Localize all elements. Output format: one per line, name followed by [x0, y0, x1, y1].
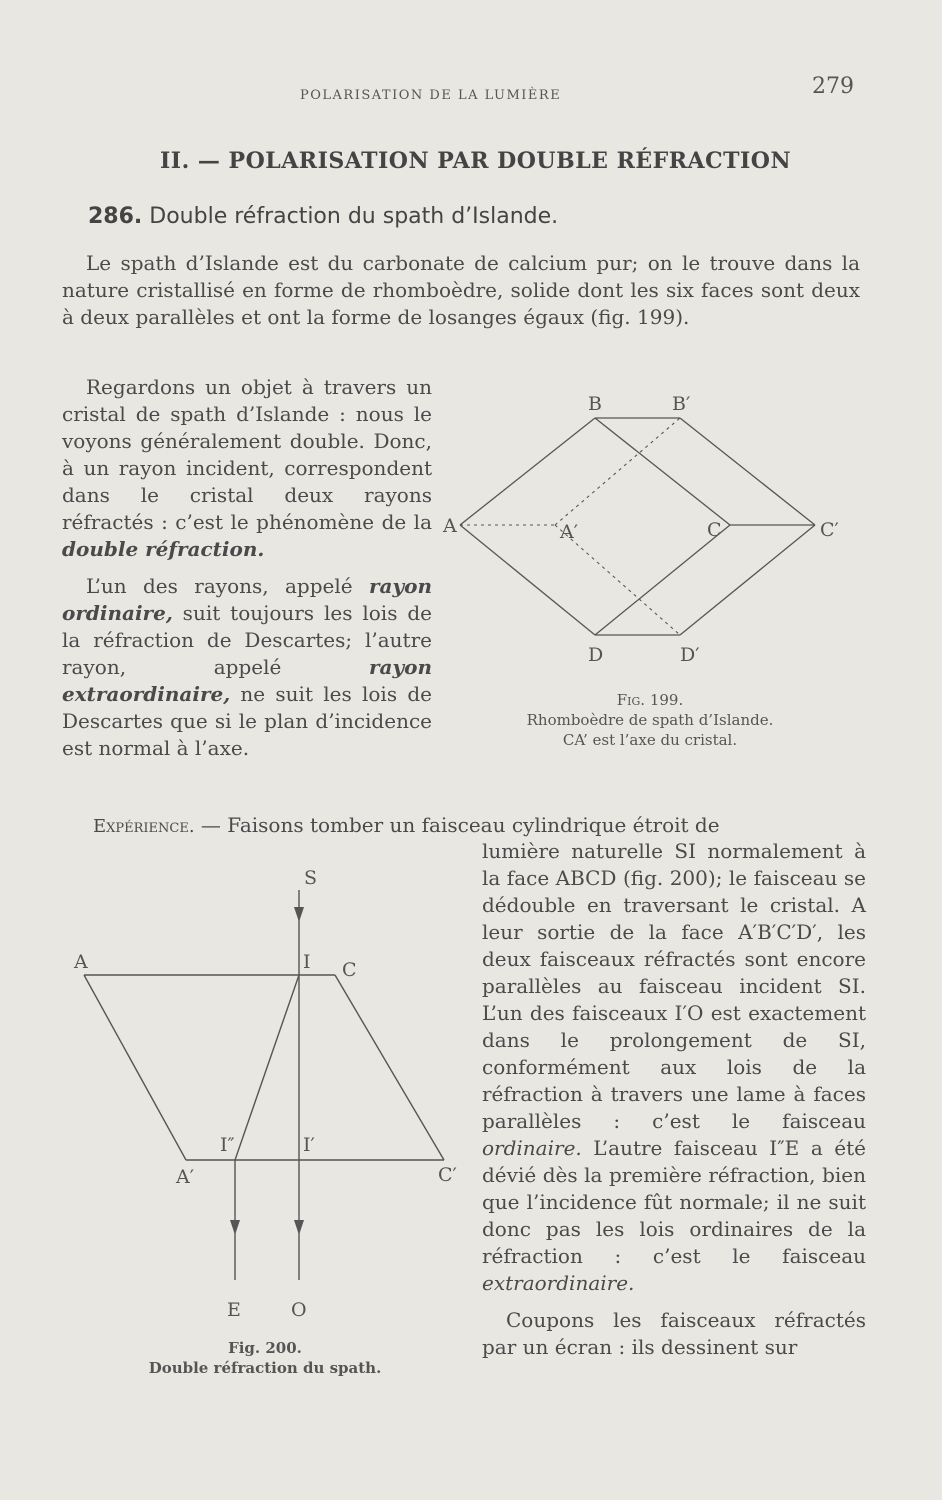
- fig200-label-S: S: [304, 867, 318, 889]
- fig200-label-C: C: [342, 959, 357, 981]
- fig200-label-I-prime: I′: [303, 1134, 315, 1156]
- left-p2-emphasis-ordinary: rayon ordinaire,: [62, 574, 432, 625]
- left-column-text: [62, 374, 432, 762]
- fig200-label-E: E: [227, 1299, 241, 1321]
- fig200-left-face: [84, 975, 186, 1160]
- intro-paragraph: [62, 250, 860, 331]
- fig199-label-C-prime: C′: [820, 519, 839, 541]
- fig199-caption-line-2: CA’ est l’axe du cristal.: [562, 731, 738, 749]
- experience-first-line-text: — Faisons tomber un faisceau cylindrique étroit de: [194, 813, 720, 837]
- left-p2-text-b: suit toujours les lois de la réfraction de Descartes; l’autre rayon, appelé: [62, 601, 432, 679]
- fig200-right-face: [335, 975, 444, 1160]
- last-paragraph: Coupons les faisceaux réfractés par un écran : ils dessinent sur: [482, 1308, 866, 1359]
- fig200-caption-text: Double réfraction du spath.: [148, 1359, 382, 1377]
- figure-200-caption: [90, 1338, 440, 1378]
- experience-emphasis-extraordinary: extraordinaire.: [482, 1271, 635, 1295]
- experience-text-2: L’autre faisceau I″E a été dévié dès la première réfraction, bien que l’incidence fût normale; il ne suit donc pas les lois ordinaires de la réfraction : c’est le faisceau: [482, 1136, 866, 1268]
- fig200-ray-I-I2: [235, 975, 299, 1160]
- fig200-label-A: A: [74, 951, 88, 973]
- fig200-arrow-incident: [294, 907, 304, 922]
- paragraph-heading: [88, 204, 558, 229]
- figure-200-diagram: [70, 860, 470, 1330]
- left-p1-text: Regardons un objet à travers un cristal de spath d’Islande : nous le voyons généralement double. Donc, à un rayon incident, correspondent dans le cristal deux rayons réfractés : c’est le phénomène de la: [62, 375, 432, 534]
- running-head: POLARISATION DE LA LUMIÈRE: [300, 88, 562, 103]
- fig199-edge-DC: [595, 525, 730, 635]
- figure-199-caption: [470, 690, 830, 750]
- experience-label: Expérience.: [93, 816, 195, 837]
- page-number: 279: [812, 74, 854, 99]
- left-paragraph-2: [62, 573, 432, 762]
- fig200-arrow-ordinary: [294, 1220, 304, 1235]
- fig199-edge-AB: [460, 418, 595, 525]
- fig199-edge-D2C2: [680, 525, 815, 635]
- left-p2-emphasis-extraordinary: rayon extraordinaire,: [62, 655, 432, 706]
- fig200-label-A-prime: A′: [176, 1166, 195, 1188]
- fig200-number: Fig. 200.: [228, 1339, 302, 1357]
- fig200-label-C-prime: C′: [438, 1164, 457, 1186]
- fig200-arrow-extraordinary: [230, 1220, 240, 1235]
- fig199-edge-BC: [595, 418, 730, 525]
- fig200-label-O: O: [291, 1299, 307, 1321]
- fig199-label-A: A: [443, 515, 457, 537]
- right-column-text: [482, 838, 866, 1361]
- left-p2-text-a: L’un des rayons, appelé: [86, 574, 369, 598]
- paragraph-number: 286.: [88, 204, 143, 229]
- fig199-label-D: D: [588, 644, 604, 666]
- paragraph-title: Double réfraction du spath d’Islande.: [149, 204, 559, 229]
- fig200-label-I: I: [303, 951, 311, 973]
- intro-text: Le spath d’Islande est du carbonate de calcium pur; on le trouve dans la nature cristallisé en forme de rhomboèdre, solide dont les six faces sont deux à deux parallèles et ont la forme de losanges égaux (fig. 199).: [62, 251, 860, 329]
- fig199-label-B: B: [588, 393, 602, 415]
- left-paragraph-1: [62, 374, 432, 563]
- fig199-number: Fig. 199.: [616, 691, 684, 709]
- experience-text-1: lumière naturelle SI normalement à la face ABCD (fig. 200); le faisceau se dédouble en traversant le cristal. A leur sortie de la face A′B′C′D′, les deux faisceaux réfractés sont encore parallèles au faisceau incident SI. L’un des faisceaux I′O est exactement dans le prolongement de SI, conformément aux lois de la réfraction à travers une lame à faces parallèles : c’est le faisceau: [482, 839, 866, 1133]
- experience-continuation: [482, 838, 866, 1297]
- figure-199-diagram: [430, 385, 870, 675]
- fig200-label-I-double-prime: I″: [220, 1134, 235, 1156]
- left-p2-text-c: ne suit les lois de Descartes que si le plan d’incidence est normal à l’axe.: [62, 682, 432, 760]
- fig199-caption-line-1: Rhomboèdre de spath d’Islande.: [526, 711, 774, 729]
- section-title: II. — POLARISATION PAR DOUBLE RÉFRACTION: [160, 148, 792, 174]
- fig199-label-D-prime: D′: [680, 644, 700, 666]
- fig199-label-A-prime: A′: [560, 521, 579, 543]
- experience-emphasis-ordinary: ordinaire.: [482, 1136, 582, 1160]
- fig199-label-C: C: [707, 519, 722, 541]
- fig199-label-B-prime: B′: [672, 393, 691, 415]
- left-p1-emphasis: double réfraction.: [62, 537, 265, 561]
- experience-first-line: [93, 812, 863, 840]
- fig199-edge-B2C2: [680, 418, 815, 525]
